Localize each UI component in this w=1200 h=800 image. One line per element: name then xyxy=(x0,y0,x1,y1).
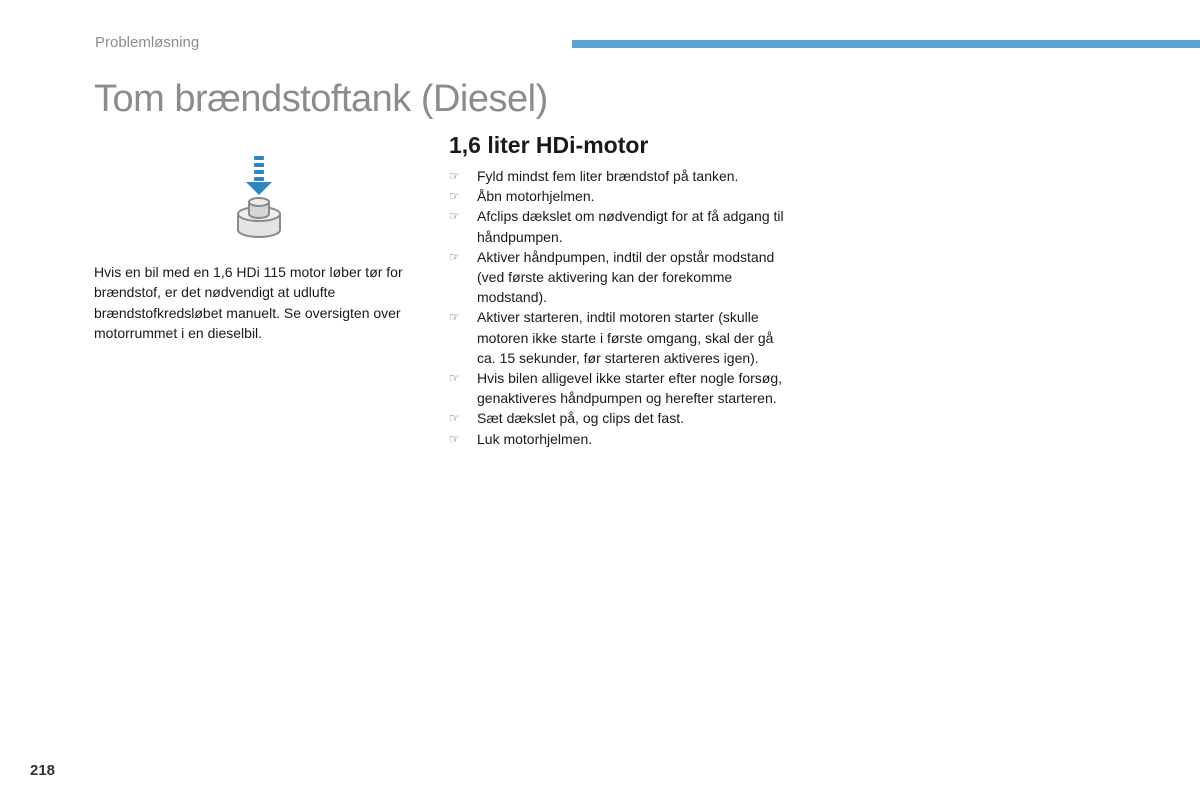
hand-pointer-icon: ☞ xyxy=(449,209,460,224)
arrow-dash xyxy=(254,156,264,160)
step-item xyxy=(449,368,789,408)
arrow-dash xyxy=(254,170,264,174)
step-item xyxy=(449,429,789,449)
page-number: 218 xyxy=(30,762,56,779)
intro-paragraph: Hvis en bil med en 1,6 HDi 115 motor løber tør for brændstof, er det nødvendigt at udlufte brændstofkredsløbet manuelt. Se oversigten over motorrummet i en dieselbil. xyxy=(94,264,403,341)
header-rule xyxy=(572,40,1200,48)
step-text: Hvis bilen alligevel ikke starter efter nogle forsøg, genaktiveres håndpumpen og herefter starteren. xyxy=(477,370,783,407)
hand-pointer-icon: ☞ xyxy=(449,249,460,264)
hand-pointer-icon: ☞ xyxy=(449,411,460,426)
step-item xyxy=(449,307,789,368)
fuel-priming-pump-icon xyxy=(232,152,286,246)
step-text: Afclips dækslet om nødvendigt for at få adgang til håndpumpen. xyxy=(477,208,784,245)
step-item xyxy=(449,247,789,308)
step-text: Luk motorhjelmen. xyxy=(477,430,593,447)
hand-pointer-icon: ☞ xyxy=(449,371,460,386)
instruction-steps xyxy=(449,166,789,449)
hand-pointer-icon: ☞ xyxy=(449,169,460,183)
step-text: Åbn motorhjelmen. xyxy=(477,188,595,205)
pump-illustration xyxy=(232,152,286,246)
hand-pointer-icon: ☞ xyxy=(449,310,460,325)
step-text: Aktiver håndpumpen, indtil der opstår modstand (ved første aktivering kan der forekomme modstand). xyxy=(477,248,775,306)
arrow-dash xyxy=(254,177,264,181)
step-text: Fyld mindst fem liter brændstof på tanken. xyxy=(477,168,739,184)
section-label: Problemløsning xyxy=(95,34,200,51)
step-text: Aktiver starteren, indtil motoren starter (skulle motoren ikke starte i første omgang, skal der gå ca. 15 sekunder, før starteren aktiveres igen). xyxy=(477,309,774,366)
arrow-head xyxy=(246,182,272,195)
pump-knob-top xyxy=(249,198,269,206)
step-item xyxy=(449,186,789,206)
arrow-dash xyxy=(254,163,264,167)
section-heading: 1,6 liter HDi-motor xyxy=(449,132,649,158)
step-text: Sæt dækslet på, og clips det fast. xyxy=(477,410,684,427)
step-item xyxy=(449,166,789,186)
step-item xyxy=(449,206,789,246)
hand-pointer-icon: ☞ xyxy=(449,189,460,204)
hand-pointer-icon: ☞ xyxy=(449,431,460,446)
page-title: Tom brændstoftank (Diesel) xyxy=(94,78,548,120)
step-item xyxy=(449,408,789,428)
